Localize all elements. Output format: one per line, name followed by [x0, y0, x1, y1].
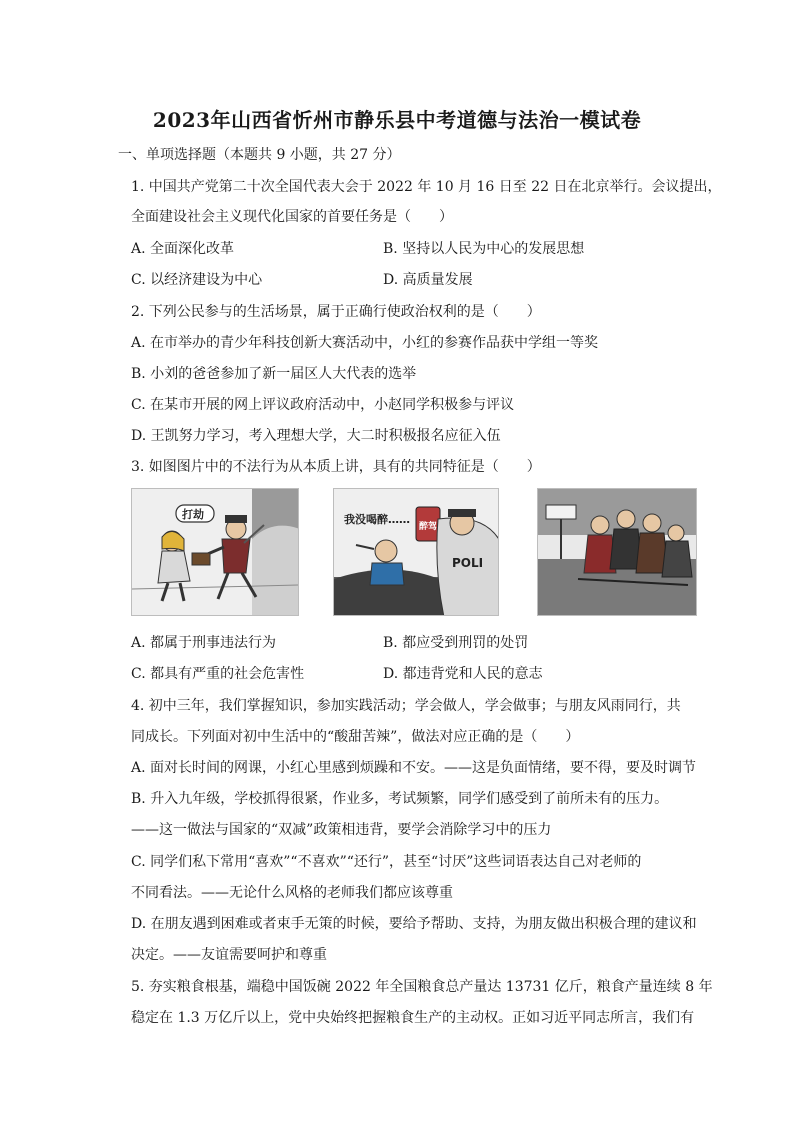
q2-option-a: A. 在市举办的青少年科技创新大赛活动中，小红的参赛作品获中学组一等奖 [131, 335, 599, 351]
q2-option-d: D. 王凯努力学习，考入理想大学，大二时积极报名应征入伍 [131, 428, 501, 444]
q3-stem: 3. 如图图片中的不法行为从本质上讲，具有的共同特征是（ ） [131, 459, 541, 475]
q2-option-c: C. 在某市开展的网上评议政府活动中，小赵同学积极参与评议 [131, 397, 515, 413]
q4-option-b-line2: ——这一做法与国家的“双减”政策相违背，要学会消除学习中的压力 [131, 822, 552, 838]
q5-stem-line2: 稳定在 1.3 万亿斤以上，党中央始终把握粮食生产的主动权。正如习近平同志所言，我们有 [131, 1010, 695, 1026]
q4-option-a: A. 面对长时间的网课，小红心里感到烦躁和不安。——这是负面情绪，要不得，要及时调节 [131, 760, 697, 776]
q1-option-b: B. 坚持以人民为中心的发展思想 [383, 241, 585, 257]
q1-stem-line2: 全面建设社会主义现代化国家的首要任务是（ ） [131, 209, 453, 225]
q3-option-c: C. 都具有严重的社会危害性 [131, 666, 305, 682]
section-heading: 一、单项选择题（本题共 9 小题，共 27 分） [118, 147, 401, 163]
robbery-illustration [131, 488, 299, 616]
q1-option-a: A. 全面深化改革 [131, 241, 235, 257]
q3-figures [131, 488, 697, 618]
q1-option-d: D. 高质量发展 [383, 272, 473, 288]
q3-option-d: D. 都违背党和人民的意志 [383, 666, 543, 682]
q3-option-b: B. 都应受到刑罚的处罚 [383, 635, 529, 651]
q4-option-d-line2: 决定。——友谊需要呵护和尊重 [131, 947, 327, 963]
breathalyzer-label: 醉驾 [419, 522, 438, 532]
page-title: 2023年山西省忻州市静乐县中考道德与法治一模试卷 [152, 108, 642, 132]
q4-option-c-line2: 不同看法。——无论什么风格的老师我们都应该尊重 [131, 885, 453, 901]
drunk-driver-speech: 我没喝醉…… [344, 513, 410, 526]
police-uniform-text: POLI [452, 556, 484, 570]
group-fight-illustration [537, 488, 697, 616]
q4-stem-line2: 同成长。下列面对初中生活中的“酸甜苦辣”，做法对应正确的是（ ） [131, 729, 580, 745]
q2-option-b: B. 小刘的爸爸参加了新一届区人大代表的选举 [131, 366, 417, 382]
q4-option-b-line1: B. 升入九年级，学校抓得很紧，作业多，考试频繁，同学们感受到了前所未有的压力。 [131, 791, 669, 807]
q1-option-c: C. 以经济建设为中心 [131, 272, 263, 288]
q3-option-a: A. 都属于刑事违法行为 [131, 635, 277, 651]
q5-stem-line1: 5. 夯实粮食根基，端稳中国饭碗 2022 年全国粮食总产量达 13731 亿斤，粮食产量连续 8 年 [131, 979, 713, 995]
q4-option-d-line1: D. 在朋友遇到困难或者束手无策的时候，要给予帮助、支持，为朋友做出积极合理的建议和 [131, 916, 697, 932]
robbery-bubble-text: 打劫 [182, 508, 204, 521]
q4-option-c-line1: C. 同学们私下常用“喜欢”“不喜欢”“还行”，甚至“讨厌”这些词语表达自己对老师的 [131, 854, 642, 870]
q2-stem: 2. 下列公民参与的生活场景，属于正确行使政治权利的是（ ） [131, 304, 541, 320]
drunk-driving-illustration [333, 488, 499, 616]
q4-stem-line1: 4. 初中三年，我们掌握知识，参加实践活动；学会做人，学会做事；与朋友风雨同行，共 [131, 698, 681, 714]
q1-stem-line1: 1. 中国共产党第二十次全国代表大会于 2022 年 10 月 16 日至 22 日在北京举行。会议提出， [131, 179, 722, 195]
